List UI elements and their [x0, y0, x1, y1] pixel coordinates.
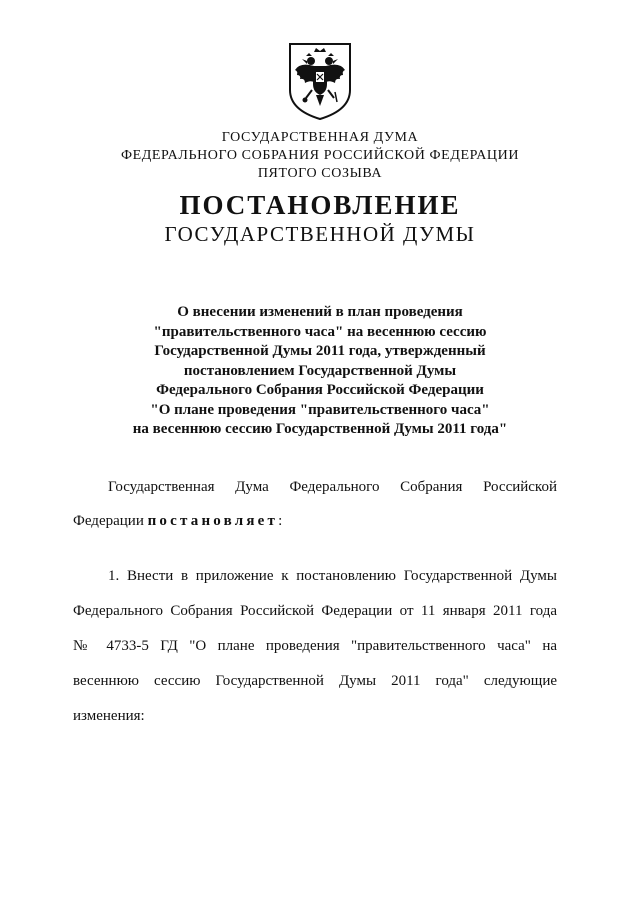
subject-line: "правительственного часа" на весеннюю сессию: [153, 323, 487, 340]
document-title: ПОСТАНОВЛЕНИЕ: [179, 190, 461, 220]
item1-line-4: весеннюю сессию Государственной Думы 2011 года" следующие: [73, 673, 557, 689]
header-line-2: ФЕДЕРАЛЬНОГО СОБРАНИЯ РОССИЙСКОЙ ФЕДЕРАЦИИ: [120, 148, 520, 163]
item1-line-3: № 4733-5 ГД "О плане проведения "правительственного часа" на: [73, 638, 557, 654]
preamble-line-1: Государственная Дума Федерального Собрания Российской: [108, 479, 557, 495]
header-line-3: ПЯТОГО СОЗЫВА: [257, 166, 383, 181]
state-emblem-icon: [286, 40, 354, 122]
item1-line-5: изменения:: [73, 708, 145, 724]
header-line-1: ГОСУДАРСТВЕННАЯ ДУМА: [221, 130, 419, 145]
item1-line-1: 1. Внести в приложение к постановлению Государственной Думы: [108, 568, 557, 584]
subject-line: на весеннюю сессию Государственной Думы 2011 года": [132, 421, 508, 437]
preamble-start: Федерации: [73, 513, 148, 529]
preamble-end: :: [278, 513, 283, 529]
item1-line-2: Федерального Собрания Российской Федерации от 11 января 2011 года: [73, 603, 557, 619]
preamble-line-2: [73, 513, 282, 530]
subject-line: Государственной Думы 2011 года, утвержденный: [154, 343, 486, 359]
subject-line: О внесении изменений в план проведения: [177, 304, 463, 320]
preamble-emphasis: постановляет: [147, 513, 279, 529]
subject-line: "О плане проведения "правительственного часа": [150, 401, 490, 418]
subject-line: постановлением Государственной Думы: [183, 362, 457, 379]
subject-line: Федерального Собрания Российской Федерации: [156, 382, 484, 398]
document-subtitle: ГОСУДАРСТВЕННОЙ ДУМЫ: [164, 222, 476, 246]
document-subject: [80, 303, 560, 440]
